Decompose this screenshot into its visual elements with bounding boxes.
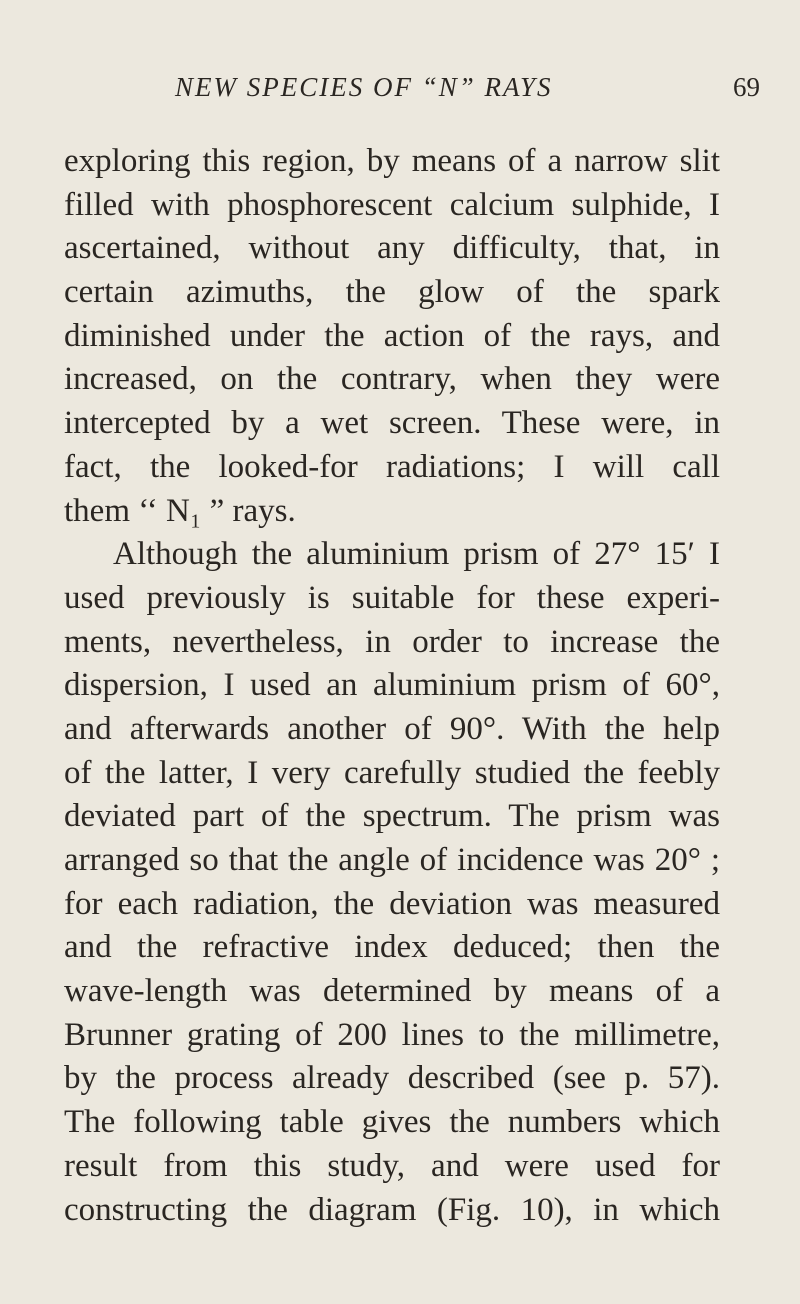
text-line: by the process already described (see p. 57).: [64, 1060, 720, 1097]
text-line: and afterwards another of 90°. With the help: [64, 710, 720, 747]
page-number: 69: [733, 72, 760, 102]
text-line: ments, nevertheless, in order to increase the: [64, 623, 720, 660]
text-line: used previously is suitable for these experi-: [64, 579, 720, 616]
text-line: exploring this region, by means of a narrow slit: [64, 143, 720, 179]
body-text: [64, 140, 720, 1232]
text-line: increased, on the contrary, when they were: [64, 361, 720, 398]
text-line: for each radiation, the deviation was measured: [64, 885, 720, 922]
text-line: arranged so that the angle of incidence was 20° ;: [64, 842, 720, 878]
text-line: intercepted by a wet screen. These were, in: [64, 405, 720, 442]
text-line: Brunner grating of 200 lines to the millimetre,: [64, 1016, 720, 1053]
text-line: and the refractive index deduced; then the: [64, 929, 720, 966]
text-line: result from this study, and were used for: [64, 1147, 720, 1184]
text-line: dispersion, I used an aluminium prism of 60°,: [64, 667, 720, 704]
text-line: The following table gives the numbers which: [64, 1104, 720, 1141]
text-line: ascertained, without any difficulty, that, in: [64, 230, 720, 267]
text-line: filled with phosphorescent calcium sulphide, I: [64, 186, 720, 223]
text-line: deviated part of the spectrum. The prism was: [64, 798, 720, 835]
text-line: constructing the diagram (Fig. 10), in which: [64, 1191, 720, 1228]
text-line: wave-length was determined by means of a: [64, 973, 720, 1010]
text-line: of the latter, I very carefully studied the feebly: [64, 754, 720, 791]
text-line: them ‘‘ N₁ ” rays.: [64, 492, 296, 529]
text-line: certain azimuths, the glow of the spark: [64, 274, 720, 311]
text-line: Although the aluminium prism of 27° 15′ I: [113, 536, 720, 573]
text-line: diminished under the action of the rays, and: [64, 317, 720, 354]
text-line: fact, the looked-for radiations; I will call: [64, 448, 720, 485]
running-head: NEW SPECIES OF “N” RAYS: [175, 72, 553, 102]
